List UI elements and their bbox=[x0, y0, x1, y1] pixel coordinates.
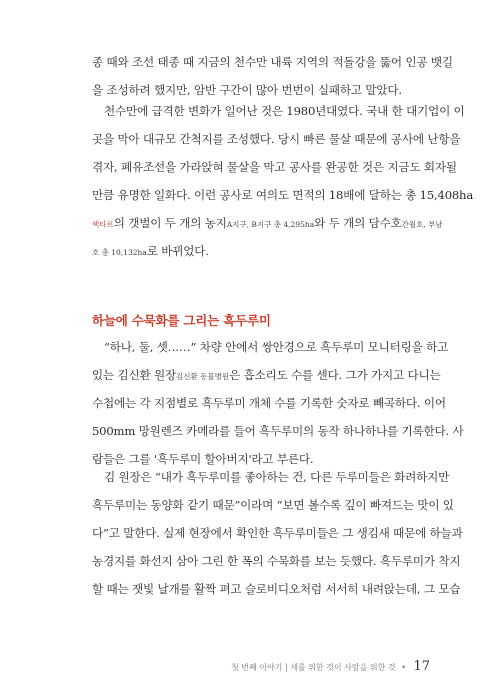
unit-note: 핵타르 bbox=[92, 220, 114, 229]
text-line: 수첩에는 각 지점별로 흑두루미 개체 수를 기록한 숫자로 빼곡하다. 이어 bbox=[92, 396, 446, 410]
gloss-note: A지구, B지구 총 4,295ha bbox=[226, 220, 315, 229]
footer-bullet: • bbox=[401, 663, 406, 672]
text-fragment: 의 갯벌이 두 개의 농지 bbox=[113, 216, 227, 230]
text-line: 흑두루미는 동양화 같기 때문”이라며 “보면 볼수록 깊이 빠져드는 맛이 있 bbox=[92, 498, 454, 512]
section-heading: 하늘에 수묵화를 그리는 흑두루미 bbox=[92, 313, 271, 328]
page-footer bbox=[231, 659, 430, 674]
text-line: 500mm 망원렌즈 카메라를 들어 흑두루미의 동작 하나하나를 기록한다. 사 bbox=[92, 424, 464, 438]
paragraph-1 bbox=[92, 48, 453, 104]
text-line: 김 원장은 “내가 흑두루미를 좋아하는 건, 다른 두루미들은 화려하지만 bbox=[104, 470, 450, 484]
text-line bbox=[92, 209, 443, 237]
text-line bbox=[92, 361, 441, 389]
text-fragment: 와 두 개의 담수호 bbox=[314, 216, 402, 230]
gloss-note: 간월호, 부남 bbox=[401, 220, 443, 229]
paragraph-3 bbox=[92, 333, 464, 473]
text-fragment: 은 흡소리도 수를 센다. 그가 가지고 다니는 bbox=[229, 368, 441, 382]
text-line: 다”고 말한다. 실제 현장에서 확인한 흑두루미들은 그 생김새 때문에 하늘과 bbox=[92, 526, 463, 540]
text-line: 을 조성하려 했지만, 암반 구간이 많아 번번이 실패하고 말았다. bbox=[92, 83, 402, 97]
text-line: 겪자, 폐유조선을 가라앉혀 물살을 막고 공사를 완공한 것은 지금도 회자될 bbox=[92, 160, 457, 174]
text-fragment: 로 바뀌었다. bbox=[146, 244, 209, 258]
text-line: 농경지를 화선지 삼아 그린 한 폭의 수묵화를 보는 듯했다. 흑두루미가 착지 bbox=[92, 554, 461, 568]
gloss-note: 호 총 10,132ha bbox=[92, 248, 147, 257]
paragraph-4 bbox=[92, 463, 463, 603]
running-footer-text: 첫 번째 이야기 | 새를 위한 것이 사람을 위한 것 bbox=[230, 663, 396, 672]
page-number: 17 bbox=[413, 659, 430, 674]
text-fragment: 있는 김신환 원장 bbox=[92, 368, 176, 382]
text-line: 종 때와 조선 태종 때 지금의 천수만 내륙 지역의 적돌강을 뚫어 인공 뱃길 bbox=[92, 55, 453, 69]
text-line bbox=[92, 237, 432, 265]
text-line: “하나, 둘, 셋……” 차량 안에서 쌍안경으로 흑두루미 모니터링을 하고 bbox=[104, 340, 449, 354]
gloss-note: 김신환 동물병원 bbox=[175, 372, 230, 381]
paragraph-2 bbox=[92, 97, 474, 265]
text-line: 람들은 그를 '흑두루미 할아버지'라고 부른다. bbox=[92, 452, 314, 466]
text-line: 할 때는 잿빛 날개를 활짝 펴고 슬로비디오처럼 서서히 내려앉는데, 그 모습 bbox=[92, 582, 461, 596]
text-line: 만큼 유명한 일화다. 이런 공사로 여의도 면적의 18배에 달하는 총 15,408ha bbox=[92, 188, 474, 202]
text-line: 곳을 막아 대규모 간척지를 조성했다. 당시 빠른 물살 때문에 공사에 난항을 bbox=[92, 132, 461, 146]
text-line: 천수만에 급격한 변화가 일어난 것은 1980년대였다. 국내 한 대기업이 이 bbox=[104, 104, 465, 118]
